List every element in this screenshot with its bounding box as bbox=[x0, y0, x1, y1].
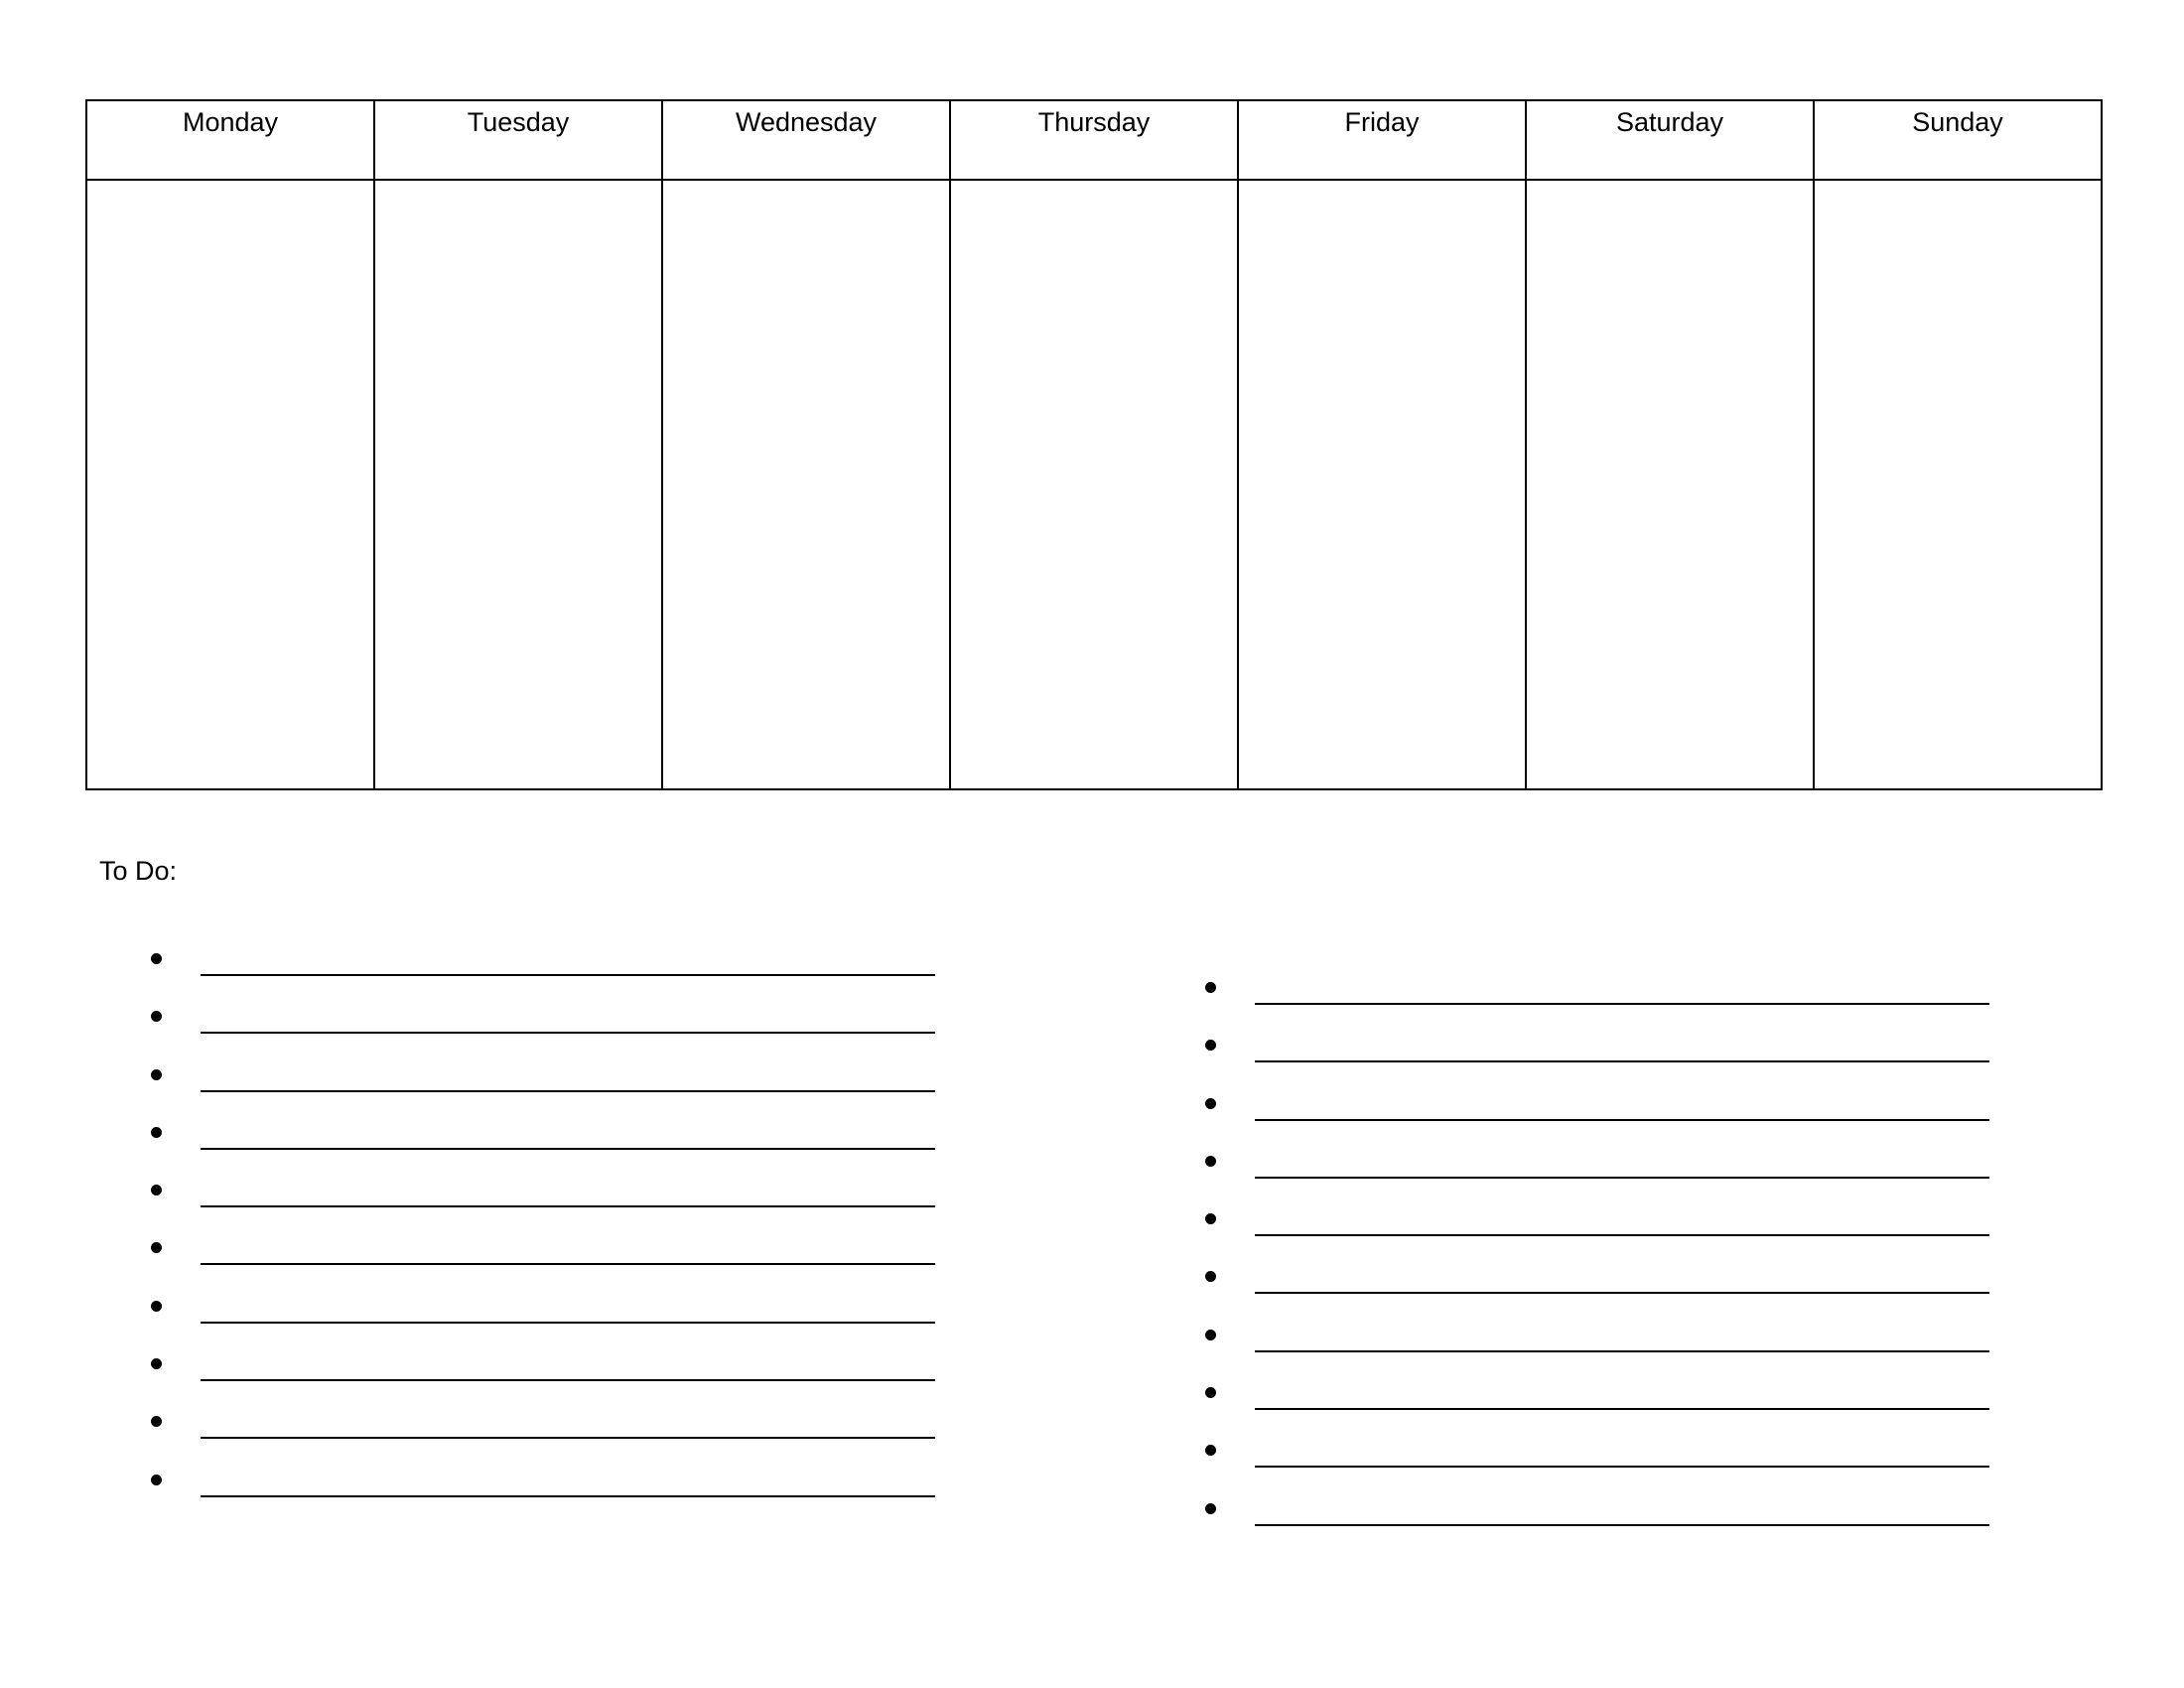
bullet-icon bbox=[1205, 1445, 1216, 1456]
todo-item bbox=[145, 1455, 929, 1512]
todo-item bbox=[1199, 1483, 1983, 1541]
day-header-tuesday: Tuesday bbox=[374, 100, 662, 180]
todo-blank-line[interactable] bbox=[201, 1322, 935, 1324]
todo-blank-line[interactable] bbox=[1255, 1466, 1989, 1468]
todo-blank-line[interactable] bbox=[1255, 1234, 1989, 1236]
todo-blank-line[interactable] bbox=[201, 1205, 935, 1207]
todo-item bbox=[145, 991, 929, 1049]
todo-blank-line[interactable] bbox=[201, 1032, 935, 1034]
todo-item bbox=[1199, 962, 1983, 1020]
day-header-monday: Monday bbox=[86, 100, 374, 180]
day-header-row bbox=[86, 100, 2102, 180]
weekly-planner-table bbox=[85, 99, 2103, 790]
todo-list-right bbox=[1199, 962, 1983, 1541]
todo-blank-line[interactable] bbox=[1255, 1524, 1989, 1526]
bullet-icon bbox=[1205, 982, 1216, 993]
todo-blank-line[interactable] bbox=[201, 1148, 935, 1150]
bullet-icon bbox=[151, 953, 162, 964]
bullet-icon bbox=[1205, 1387, 1216, 1398]
bullet-icon bbox=[151, 1301, 162, 1312]
todo-item bbox=[145, 933, 929, 991]
todo-blank-line[interactable] bbox=[1255, 1350, 1989, 1352]
bullet-icon bbox=[1205, 1156, 1216, 1167]
todo-item bbox=[145, 1338, 929, 1396]
day-cell-tuesday[interactable] bbox=[374, 180, 662, 789]
todo-blank-line[interactable] bbox=[1255, 1060, 1989, 1062]
todo-item bbox=[1199, 1194, 1983, 1251]
todo-blank-line[interactable] bbox=[1255, 1408, 1989, 1410]
todo-heading: To Do: bbox=[99, 856, 178, 886]
todo-item bbox=[145, 1107, 929, 1165]
todo-blank-line[interactable] bbox=[201, 1090, 935, 1092]
todo-blank-line[interactable] bbox=[201, 1495, 935, 1497]
todo-item bbox=[145, 1165, 929, 1222]
todo-item bbox=[145, 1222, 929, 1280]
todo-blank-line[interactable] bbox=[201, 1437, 935, 1439]
bullet-icon bbox=[151, 1011, 162, 1022]
todo-blank-line[interactable] bbox=[1255, 1119, 1989, 1121]
todo-item bbox=[1199, 1425, 1983, 1482]
bullet-icon bbox=[1205, 1213, 1216, 1224]
todo-item bbox=[1199, 1310, 1983, 1367]
day-cell-wednesday[interactable] bbox=[662, 180, 950, 789]
bullet-icon bbox=[151, 1475, 162, 1485]
day-header-sunday: Sunday bbox=[1814, 100, 2102, 180]
todo-blank-line[interactable] bbox=[201, 1379, 935, 1381]
todo-list-left bbox=[145, 933, 929, 1512]
todo-blank-line[interactable] bbox=[1255, 1292, 1989, 1294]
day-cell-saturday[interactable] bbox=[1526, 180, 1814, 789]
todo-blank-line[interactable] bbox=[201, 1263, 935, 1265]
day-header-thursday: Thursday bbox=[950, 100, 1238, 180]
bullet-icon bbox=[151, 1185, 162, 1196]
bullet-icon bbox=[151, 1127, 162, 1138]
todo-blank-line[interactable] bbox=[1255, 1003, 1989, 1005]
bullet-icon bbox=[1205, 1098, 1216, 1109]
todo-item bbox=[1199, 1251, 1983, 1309]
day-header-saturday: Saturday bbox=[1526, 100, 1814, 180]
day-cell-sunday[interactable] bbox=[1814, 180, 2102, 789]
bullet-icon bbox=[1205, 1040, 1216, 1051]
bullet-icon bbox=[1205, 1503, 1216, 1514]
todo-item bbox=[1199, 1078, 1983, 1136]
bullet-icon bbox=[151, 1358, 162, 1369]
todo-item bbox=[145, 1050, 929, 1107]
bullet-icon bbox=[1205, 1271, 1216, 1282]
todo-item bbox=[145, 1281, 929, 1338]
bullet-icon bbox=[151, 1242, 162, 1253]
day-body-row bbox=[86, 180, 2102, 789]
todo-item bbox=[145, 1396, 929, 1454]
day-header-friday: Friday bbox=[1238, 100, 1526, 180]
day-header-wednesday: Wednesday bbox=[662, 100, 950, 180]
todo-blank-line[interactable] bbox=[201, 974, 935, 976]
day-cell-monday[interactable] bbox=[86, 180, 374, 789]
bullet-icon bbox=[151, 1416, 162, 1427]
todo-item bbox=[1199, 1136, 1983, 1194]
day-cell-friday[interactable] bbox=[1238, 180, 1526, 789]
todo-item bbox=[1199, 1367, 1983, 1425]
day-cell-thursday[interactable] bbox=[950, 180, 1238, 789]
bullet-icon bbox=[1205, 1330, 1216, 1340]
todo-item bbox=[1199, 1020, 1983, 1077]
bullet-icon bbox=[151, 1069, 162, 1080]
todo-blank-line[interactable] bbox=[1255, 1177, 1989, 1179]
